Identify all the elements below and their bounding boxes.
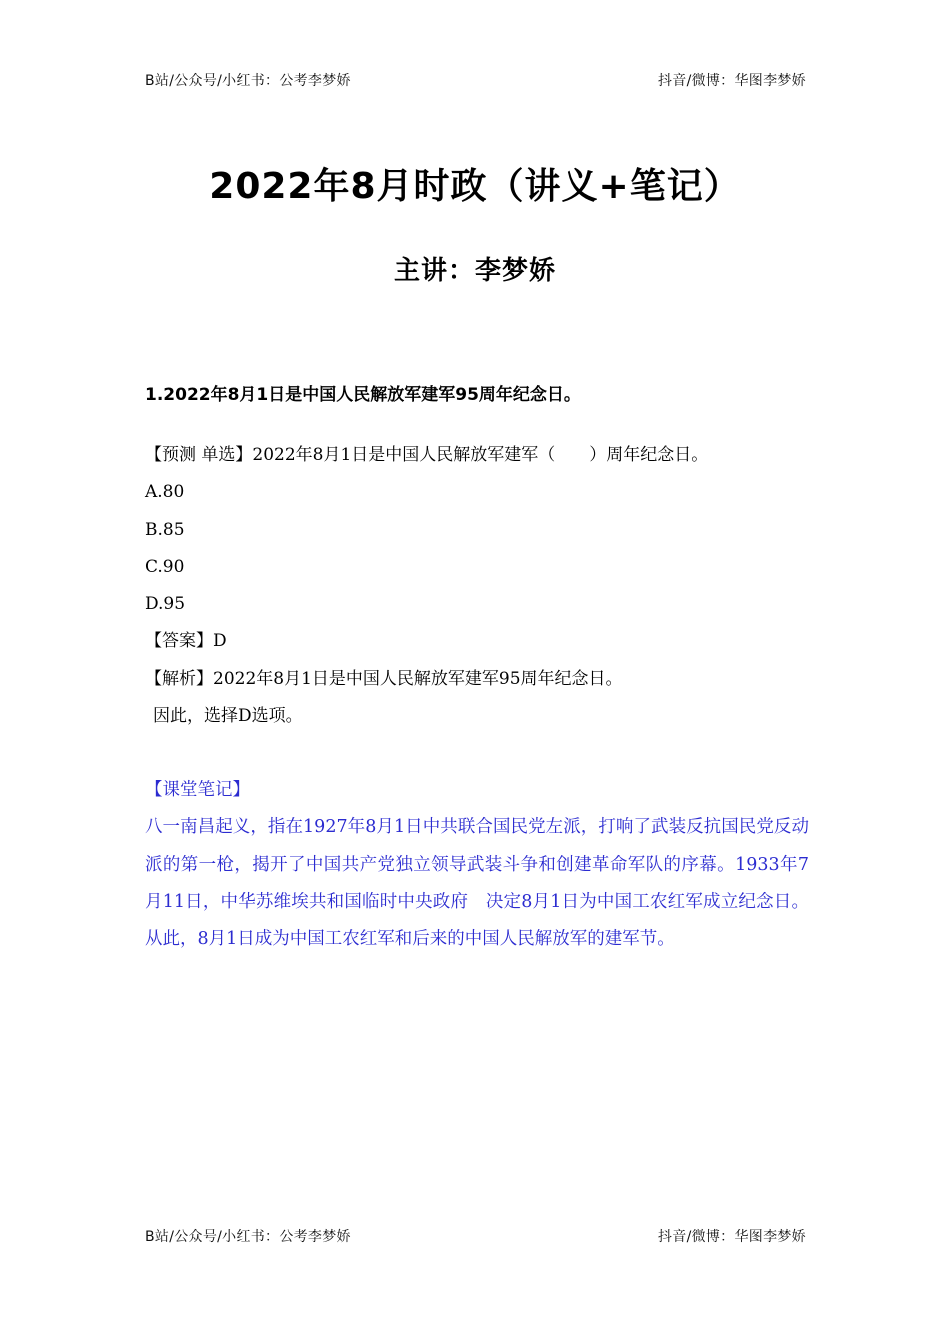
option-b: B.85 <box>145 519 185 540</box>
option-d: D.95 <box>145 594 186 615</box>
option-c: C.90 <box>145 556 185 577</box>
class-notes <box>145 772 809 958</box>
page-header-left: B站/公众号/小红书：公考李梦娇 <box>145 73 351 89</box>
document-subtitle: 主讲：李梦娇 <box>393 256 556 286</box>
option-a: A.80 <box>145 482 185 503</box>
page-footer-left: B站/公众号/小红书：公考李梦娇 <box>145 1229 351 1245</box>
question-stem: 【预测 单选】2022年8月1日是中国人民解放军建军（ ）周年纪念日。 <box>145 445 709 465</box>
notes-title: 【课堂笔记】 <box>145 780 250 800</box>
notes-body: 八一南昌起义，指在1927年8月1日中共联合国民党左派，打响了武装反抗国民党反动派的第一枪，揭开了中国共产党独立领导武装斗争和创建革命军队的序幕。1933年7月11日，中华苏维埃共和国临时中央政府 决定8月1日为中国工农红军成立纪念日。从此，8月1日成为中国工农红军和后来的中国人民解放军的建军节。 <box>145 817 809 950</box>
section-heading: 1.2022年8月1日是中国人民解放军建军95周年纪念日。 <box>145 385 581 405</box>
page-footer-right: 抖音/微博：华图李梦娇 <box>657 1229 806 1245</box>
analysis: 【解析】2022年8月1日是中国人民解放军建军95周年纪念日。 <box>145 668 623 689</box>
question-block <box>145 437 815 735</box>
page-header-right: 抖音/微博：华图李梦娇 <box>657 73 806 89</box>
answer: 【答案】D <box>145 631 227 652</box>
document-title: 2022年8月时政（讲义+笔记） <box>209 166 741 207</box>
conclusion: 因此，选择D选项。 <box>153 706 303 727</box>
